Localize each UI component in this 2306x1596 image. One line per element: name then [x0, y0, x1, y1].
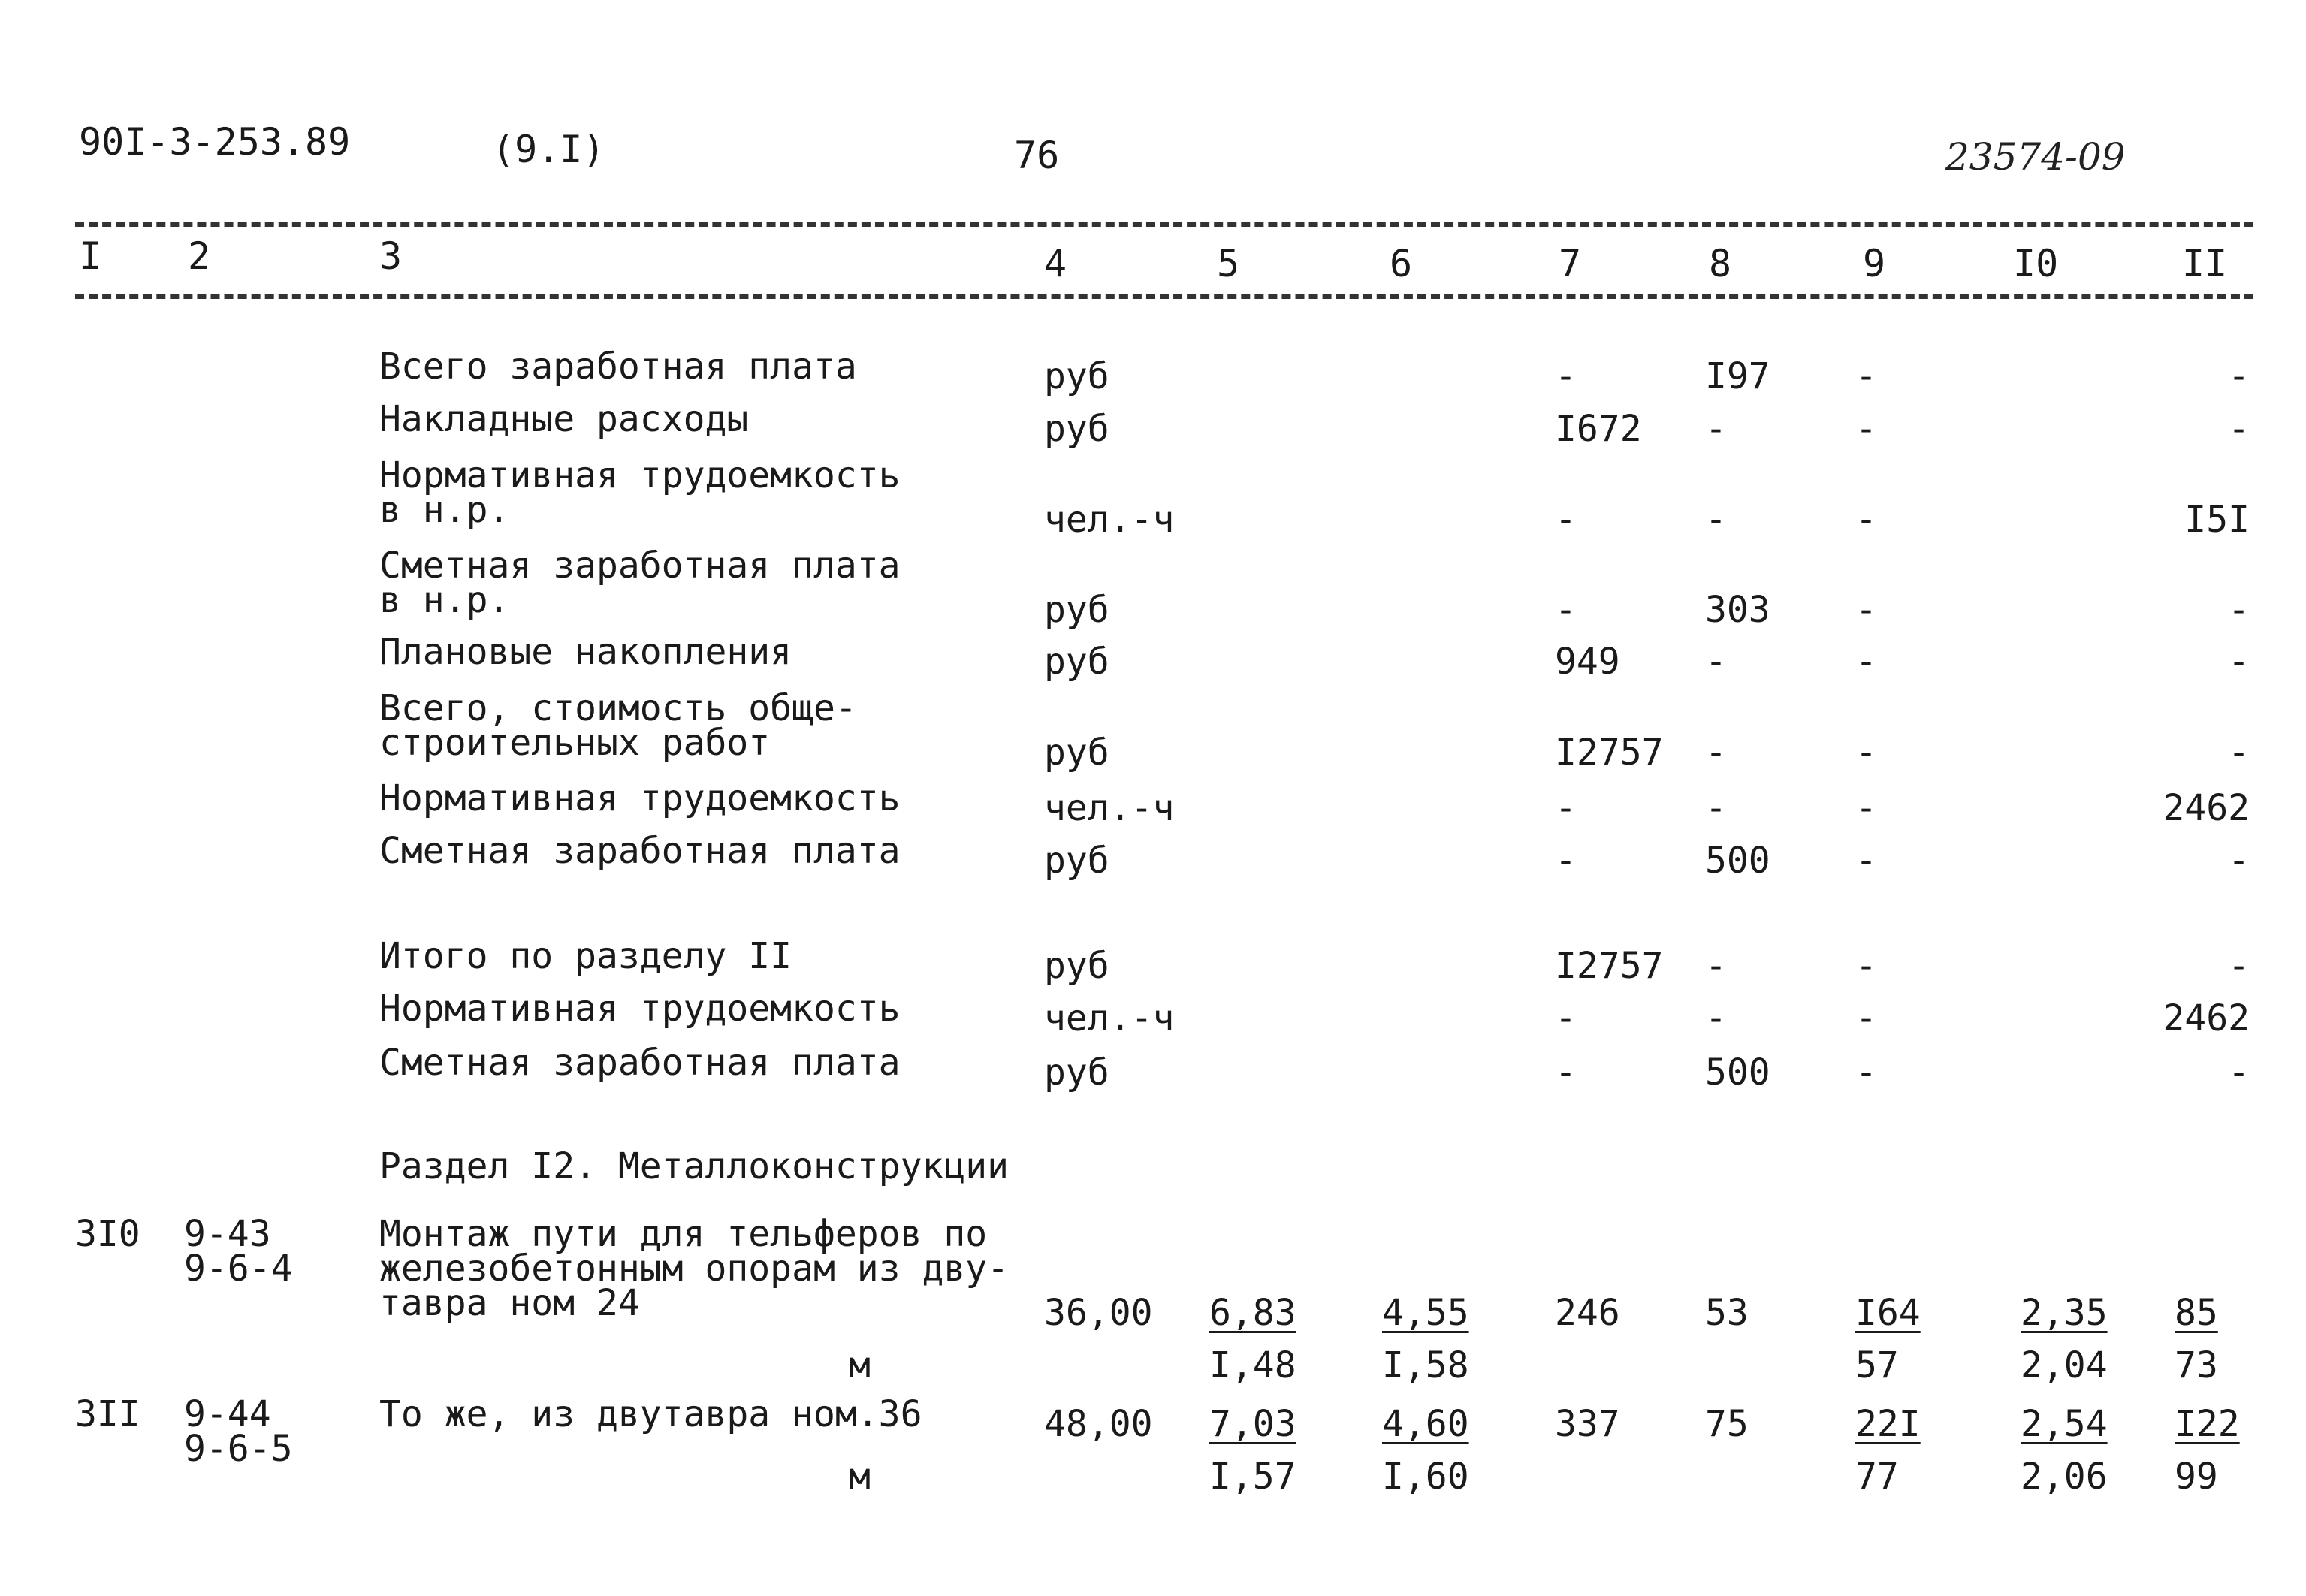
page-number: 76	[1014, 134, 1060, 177]
row-col11: -	[2228, 641, 2250, 683]
header-rule-top	[75, 222, 2253, 227]
row-col8: -	[1705, 787, 1727, 829]
column-header-8: 8	[1709, 242, 1732, 285]
row-col9: -	[1855, 641, 1877, 683]
item-col8: 75	[1705, 1403, 1749, 1445]
row-col8: -	[1705, 945, 1727, 987]
row-unit: чел.-ч	[1044, 997, 1175, 1039]
row-col9: -	[1855, 499, 1877, 541]
row-col11: -	[2228, 408, 2250, 450]
item-col11-sub: 73	[2175, 1344, 2218, 1386]
column-header-7: 7	[1559, 242, 1582, 285]
row-label: Сметная заработная плата в н.р.	[379, 545, 901, 621]
row-label: Нормативная трудоемкость	[379, 988, 901, 1030]
row-label: Сметная заработная плата	[379, 1042, 901, 1084]
item-number: 3II	[75, 1393, 140, 1435]
row-col9: -	[1855, 840, 1877, 882]
row-label: Плановые накопления	[379, 631, 792, 673]
row-col7: -	[1555, 997, 1577, 1039]
row-col9: -	[1855, 589, 1877, 631]
item-col9-sub: 77	[1855, 1456, 1899, 1498]
column-header-2: 2	[188, 234, 211, 278]
item-col7: 337	[1555, 1403, 1620, 1445]
item-codes: 9-44 9-6-5	[184, 1393, 293, 1470]
handwritten-number: 23574-09	[1945, 135, 2126, 179]
row-label: Всего, стоимость обще- строительных работ	[379, 687, 857, 764]
item-col9: 22I	[1855, 1403, 1921, 1445]
row-col9: -	[1855, 787, 1877, 829]
row-col11: -	[2228, 840, 2250, 882]
item-number: 3I0	[75, 1213, 140, 1255]
column-header-3: 3	[379, 234, 403, 278]
row-col11: 2462	[2163, 787, 2250, 829]
item-col7: 246	[1555, 1292, 1620, 1334]
row-col8: -	[1705, 641, 1727, 683]
column-header-9: 9	[1863, 242, 1886, 285]
item-quantity: 36,00	[1044, 1292, 1153, 1334]
row-col9: -	[1855, 732, 1877, 774]
row-unit: руб	[1044, 641, 1109, 683]
item-description: То же, из двутавра ном.36	[379, 1393, 922, 1435]
row-label: Итого по разделу II	[379, 935, 792, 977]
header-rule-bottom	[75, 294, 2253, 299]
row-col8: I97	[1705, 355, 1770, 397]
row-unit: руб	[1044, 840, 1109, 882]
row-col9: -	[1855, 997, 1877, 1039]
row-col11: -	[2228, 945, 2250, 987]
item-unit: м	[849, 1344, 871, 1386]
row-col11: -	[2228, 732, 2250, 774]
row-col8: 500	[1705, 1051, 1770, 1094]
row-unit: руб	[1044, 945, 1109, 987]
row-col7: -	[1555, 499, 1577, 541]
row-unit: руб	[1044, 589, 1109, 631]
column-header-10: I0	[2013, 242, 2059, 285]
row-unit: руб	[1044, 1051, 1109, 1094]
column-header-11: II	[2182, 242, 2228, 285]
row-col8: -	[1705, 732, 1727, 774]
row-col8: 500	[1705, 840, 1770, 882]
row-unit: руб	[1044, 408, 1109, 450]
row-col7: -	[1555, 355, 1577, 397]
column-header-6: 6	[1390, 242, 1413, 285]
row-col9: -	[1855, 408, 1877, 450]
document-code: 90I-3-253.89	[79, 120, 351, 164]
row-col7: 949	[1555, 641, 1620, 683]
item-col10-sub: 2,06	[2021, 1456, 2108, 1498]
item-col5: 6,83	[1209, 1292, 1296, 1334]
row-label: Нормативная трудоемкость	[379, 777, 901, 819]
row-col7: -	[1555, 589, 1577, 631]
row-unit: руб	[1044, 355, 1109, 397]
item-col8: 53	[1705, 1292, 1749, 1334]
row-unit: чел.-ч	[1044, 787, 1175, 829]
row-col11: -	[2228, 355, 2250, 397]
row-col7: -	[1555, 787, 1577, 829]
item-description: Монтаж пути для тельферов по железобетонным опорам из дву- тавра ном 24	[379, 1213, 1010, 1324]
item-col6-sub: I,60	[1382, 1456, 1469, 1498]
section-title: Раздел I2. Металлоконструкции	[379, 1145, 1010, 1187]
row-unit: руб	[1044, 732, 1109, 774]
row-col7: -	[1555, 1051, 1577, 1094]
row-col9: -	[1855, 1051, 1877, 1094]
item-col9-sub: 57	[1855, 1344, 1899, 1386]
item-col10: 2,35	[2021, 1292, 2108, 1334]
row-label: Всего заработная плата	[379, 345, 857, 388]
row-col8: -	[1705, 997, 1727, 1039]
item-col11-sub: 99	[2175, 1456, 2218, 1498]
row-col9: -	[1855, 355, 1877, 397]
item-col11: 85	[2175, 1292, 2218, 1334]
row-col8: 303	[1705, 589, 1770, 631]
row-unit: чел.-ч	[1044, 499, 1175, 541]
item-quantity: 48,00	[1044, 1403, 1153, 1445]
row-col7: -	[1555, 840, 1577, 882]
row-col8: -	[1705, 499, 1727, 541]
row-col7: I672	[1555, 408, 1642, 450]
row-label: Нормативная трудоемкость в н.р.	[379, 454, 901, 531]
row-col7: I2757	[1555, 732, 1664, 774]
item-col6-sub: I,58	[1382, 1344, 1469, 1386]
item-col10-sub: 2,04	[2021, 1344, 2108, 1386]
row-col11: I5I	[2184, 499, 2250, 541]
row-col11: -	[2228, 1051, 2250, 1094]
row-label: Накладные расходы	[379, 398, 749, 440]
row-col11: -	[2228, 589, 2250, 631]
section-code: (9.I)	[492, 128, 605, 171]
item-col9: I64	[1855, 1292, 1921, 1334]
item-col6: 4,60	[1382, 1403, 1469, 1445]
item-codes: 9-43 9-6-4	[184, 1213, 293, 1290]
item-col11: I22	[2175, 1403, 2240, 1445]
item-col5-sub: I,48	[1209, 1344, 1296, 1386]
item-col5: 7,03	[1209, 1403, 1296, 1445]
row-col8: -	[1705, 408, 1727, 450]
column-header-5: 5	[1217, 242, 1240, 285]
item-col10: 2,54	[2021, 1403, 2108, 1445]
column-header-4: 4	[1044, 242, 1067, 285]
item-col6: 4,55	[1382, 1292, 1469, 1334]
row-col9: -	[1855, 945, 1877, 987]
item-unit: м	[849, 1456, 871, 1498]
row-label: Сметная заработная плата	[379, 830, 901, 872]
row-col7: I2757	[1555, 945, 1664, 987]
column-header-1: I	[79, 234, 102, 278]
row-col11: 2462	[2163, 997, 2250, 1039]
item-col5-sub: I,57	[1209, 1456, 1296, 1498]
